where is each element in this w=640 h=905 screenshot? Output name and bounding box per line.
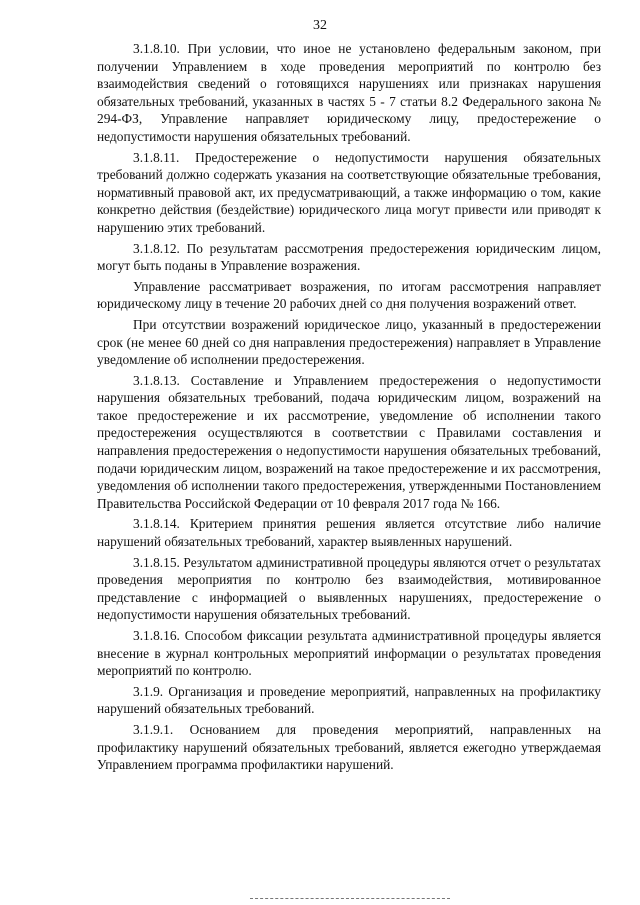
paragraph-3-1-8-12: 3.1.8.12. По результатам рассмотрения предостережения юридическим лицом, могут быть поданы в Управление возражения. (97, 240, 601, 274)
paragraph-3-1-8-15: 3.1.8.15. Результатом административной процедуры являются отчет о результатах проведения мероприятия по контролю без взаимодействия, мотивированное представление с информацией о выявленных нарушениях, предостережение о недопустимости нарушения обязательных требований. (97, 554, 601, 623)
paragraph-3-1-9: 3.1.9. Организация и проведение мероприятий, направленных на профилактику нарушений обязательных требований. (97, 683, 601, 717)
paragraph-3-1-8-14: 3.1.8.14. Критерием принятия решения является отсутствие либо наличие нарушений обязательных требований, характер выявленных нарушений. (97, 516, 601, 550)
document-body (97, 40, 601, 777)
paragraph-3-1-8-16: 3.1.8.16. Способом фиксации результата административной процедуры является внесение в журнал контрольных мероприятий информации о результатах проведения мероприятий по контролю. (97, 628, 601, 679)
paragraph-3-1-9-1: 3.1.9.1. Основанием для проведения мероприятий, направленных на профилактику нарушений обязательных требований, является ежегодно утверждаемая Управлением программа профилактики нарушений. (97, 721, 601, 773)
paragraph-objection-review: Управление рассматривает возражения, по итогам рассмотрения направляет юридическому лицу в течение 20 рабочих дней со дня получения возражений ответ. (97, 278, 601, 312)
footer-divider (250, 898, 450, 899)
paragraph-3-1-8-13: 3.1.8.13. Составление и Управлением предостережения о недопустимости нарушения обязательных требований, подача юридическим лицом, возражений на такое предостережение и их рассмотрение, уведомление об исполнении такого предостережения осуществляются в соответствии с Правилами составления и направления предостережения о недопустимости нарушения обязательных требований, подачи юридическим лицом, возражений на такое предостережение и их рассмотрения, уведомления об исполнении такого предостережения, утвержденными Постановлением Правительства Российской Федерации от 10 февраля 2017 года № 166. (97, 372, 601, 511)
paragraph-3-1-8-10: 3.1.8.10. При условии, что иное не установлено федеральным законом, при получении Управлением в ходе проведения мероприятий по контролю без взаимодействия сведений о готовящихся нарушениях или признаках нарушения обязательных требований, указанных в частях 5 - 7 статьи 8.2 Федерального закона № 294-ФЗ, Управление направляет юридическому лицу, предостережение о недопустимости нарушения обязательных требований. (97, 41, 601, 144)
paragraph-3-1-8-11: 3.1.8.11. Предостережение о недопустимости нарушения обязательных требований должно содержать указания на соответствующие обязательные требования, нормативный правовой акт, их предусматривающий, а также информацию о том, какие конкретно действия (бездействие) юридического лица могут привести или приводят к нарушению этих требований. (97, 149, 601, 235)
page-number: 32 (313, 18, 327, 33)
paragraph-no-objection: При отсутствии возражений юридическое лицо, указанный в предостережении срок (не менее 60 дней со дня направления предостережения) направляет в Управление уведомление об исполнении предостережения. (97, 316, 601, 368)
